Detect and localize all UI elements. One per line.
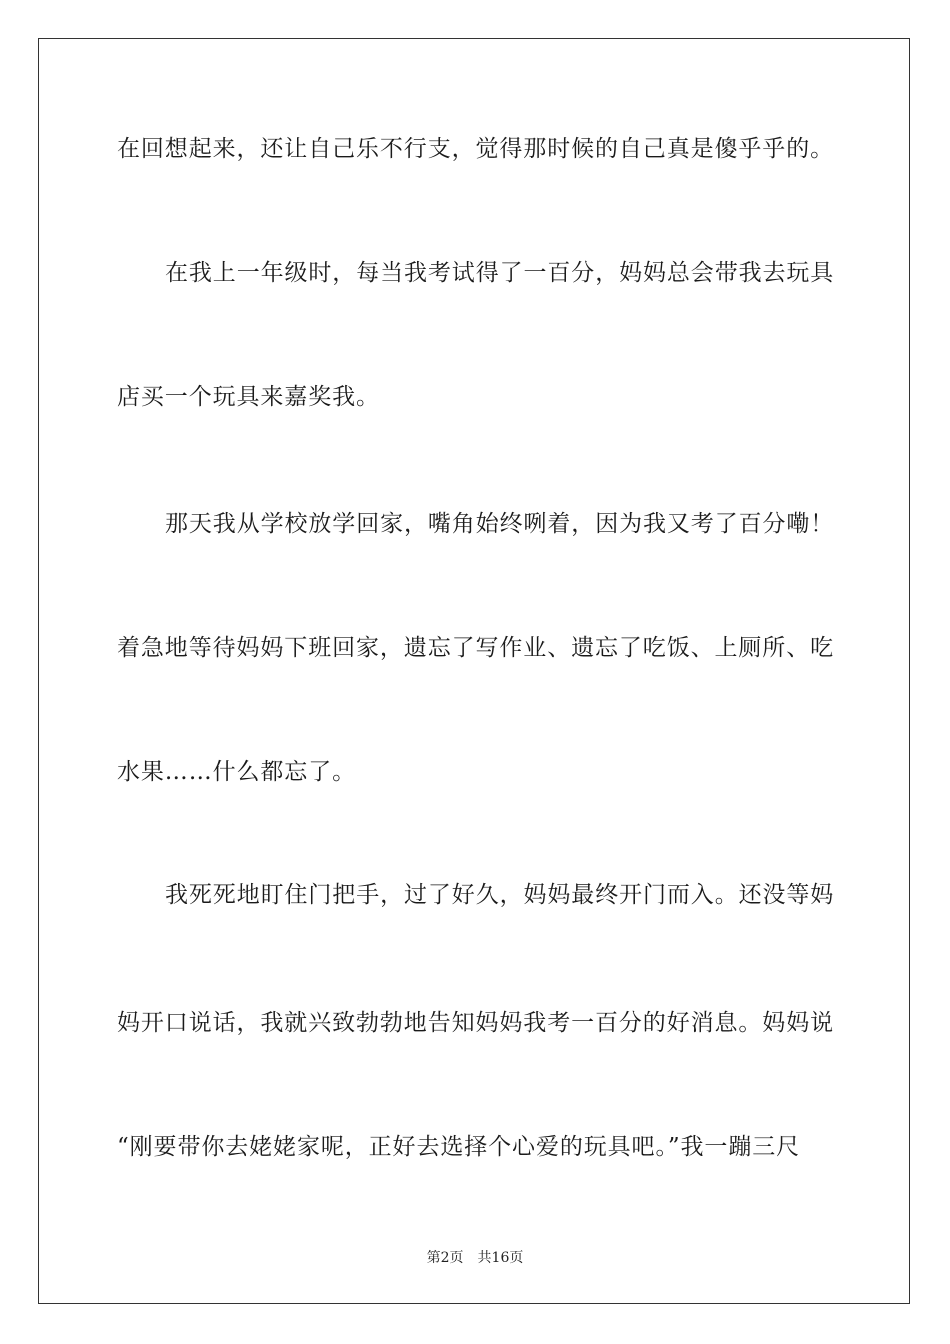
text-line-8: 妈开口说话，我就兴致勃勃地告知妈妈我考一百分的好消息。妈妈说 [117, 1010, 834, 1036]
text-line-7: 我死死地盯住门把手，过了好久，妈妈最终开门而入。还没等妈 [165, 882, 835, 908]
text-line-6: 水果……什么都忘了。 [117, 759, 356, 785]
text-line-2: 在我上一年级时，每当我考试得了一百分，妈妈总会带我去玩具 [165, 260, 835, 286]
text-line-5: 着急地等待妈妈下班回家，遗忘了写作业、遗忘了吃饭、上厕所、吃 [117, 635, 834, 661]
page-number-total: 共16页 [477, 1250, 524, 1266]
text-line-4: 那天我从学校放学回家，嘴角始终咧着，因为我又考了百分嘞！ [165, 511, 835, 537]
page-border [38, 38, 910, 1304]
text-line-9: “刚要带你去姥姥家呢，正好去选择个心爱的玩具吧。”我一蹦三尺 [117, 1134, 801, 1160]
page-number-current: 第2页 [426, 1250, 464, 1266]
text-line-1: 在回想起来，还让自己乐不行支，觉得那时候的自己真是傻乎乎的。 [117, 136, 834, 162]
text-line-3: 店买一个玩具来嘉奖我。 [117, 384, 380, 410]
page-footer [0, 1247, 950, 1267]
